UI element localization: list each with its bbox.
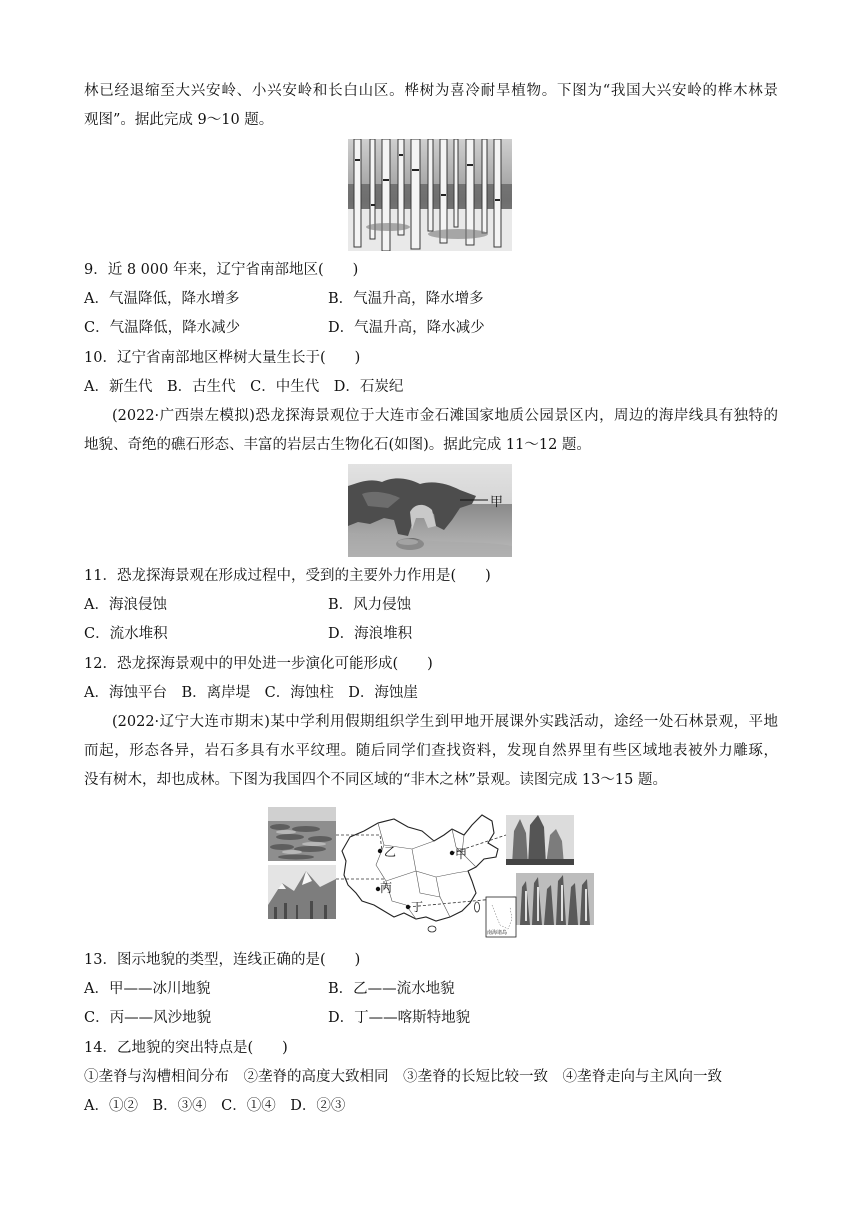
question-13-option-c: C．丙——风沙地貌 [84,1010,212,1026]
map-label-jia: 甲 [455,847,468,861]
question-11-option-b: B．风力侵蚀 [328,597,412,613]
photo-label-jia: 甲 [490,495,504,510]
question-11-stem: 11．恐龙探海景观在形成过程中，受到的主要外力作用是( ) [84,568,491,584]
map-label-ding: 丁 [411,900,424,914]
question-10-stem: 10．辽宁省南部地区桦树大量生长于( ) [84,350,361,366]
dinosaur-rock-photo [348,464,512,557]
intro-line-2: 观图”。据此完成 9～10 题。 [84,112,274,128]
yardang-photo [268,807,336,861]
question-11-option-a: A．海浪侵蚀 [84,597,167,613]
passage-3-line-3: 没有树木，却也成林。下图为我国四个不同区域的“非木之林”景观。读图完成 13～15 题。 [84,772,667,788]
question-9-option-a: A．气温降低，降水增多 [84,291,240,307]
question-11-option-c: C．流水堆积 [84,626,168,642]
passage-3-line-2: 而起，形态各异，岩石多具有水平纹理。随后同学们查找资料，发现自然界里有些区域地表被外力雕琢， [84,743,778,759]
mountain-photo [268,865,336,919]
question-14-options: A．①② B．③④ C．①④ D．②③ [84,1098,346,1114]
question-14-stem: 14．乙地貌的突出特点是( ) [84,1040,288,1056]
question-13-option-d: D．丁——喀斯特地貌 [328,1010,471,1026]
map-label-bing: 丙 [380,881,393,895]
landform-map-figure [266,801,596,941]
question-13-option-a: A．甲——冰川地貌 [84,981,211,997]
passage-2-line-2: 地貌、奇绝的礁石形态、丰富的岩层古生物化石(如图)。据此完成 11～12 题。 [84,437,591,453]
intro-line-1: 林已经退缩至大兴安岭、小兴安岭和长白山区。桦树为喜冷耐旱植物。下图为“我国大兴安岭的桦木林景 [84,83,778,99]
question-12-stem: 12．恐龙探海景观中的甲处进一步演化可能形成( ) [84,656,433,672]
question-9-option-d: D．气温升高，降水减少 [328,320,485,336]
stone-pillar-photo [506,815,574,865]
birch-forest-photo [348,139,512,251]
question-13-stem: 13．图示地貌的类型，连线正确的是( ) [84,952,361,968]
question-13-option-b: B．乙——流水地貌 [328,981,455,997]
question-9-option-c: C．气温降低，降水减少 [84,320,241,336]
question-10-options: A．新生代 B．古生代 C．中生代 D．石炭纪 [84,379,404,395]
passage-3-line-1: (2022·辽宁大连市期末)某中学利用假期组织学生到甲地开展课外实践活动，途经一处石林景观，平地 [112,714,778,730]
question-11-option-d: D．海浪堆积 [328,626,413,642]
karst-forest-photo [516,873,594,925]
question-12-options: A．海蚀平台 B．离岸堤 C．海蚀柱 D．海蚀崖 [84,685,418,701]
question-14-statements: ①垄脊与沟槽相间分布 ②垄脊的高度大致相同 ③垄脊的长短比较一致 ④垄脊走向与主风向一致 [84,1069,722,1085]
passage-2-line-1: (2022·广西崇左模拟)恐龙探海景观位于大连市金石滩国家地质公园景区内，周边的海岸线具有独特的 [112,408,778,424]
map-label-yi: 乙 [384,845,397,859]
map-inset-label: 南海诸岛 [487,930,508,936]
question-9-stem: 9．近 8 000 年来，辽宁省南部地区( ) [84,262,359,278]
question-9-option-b: B．气温升高，降水增多 [328,291,484,307]
